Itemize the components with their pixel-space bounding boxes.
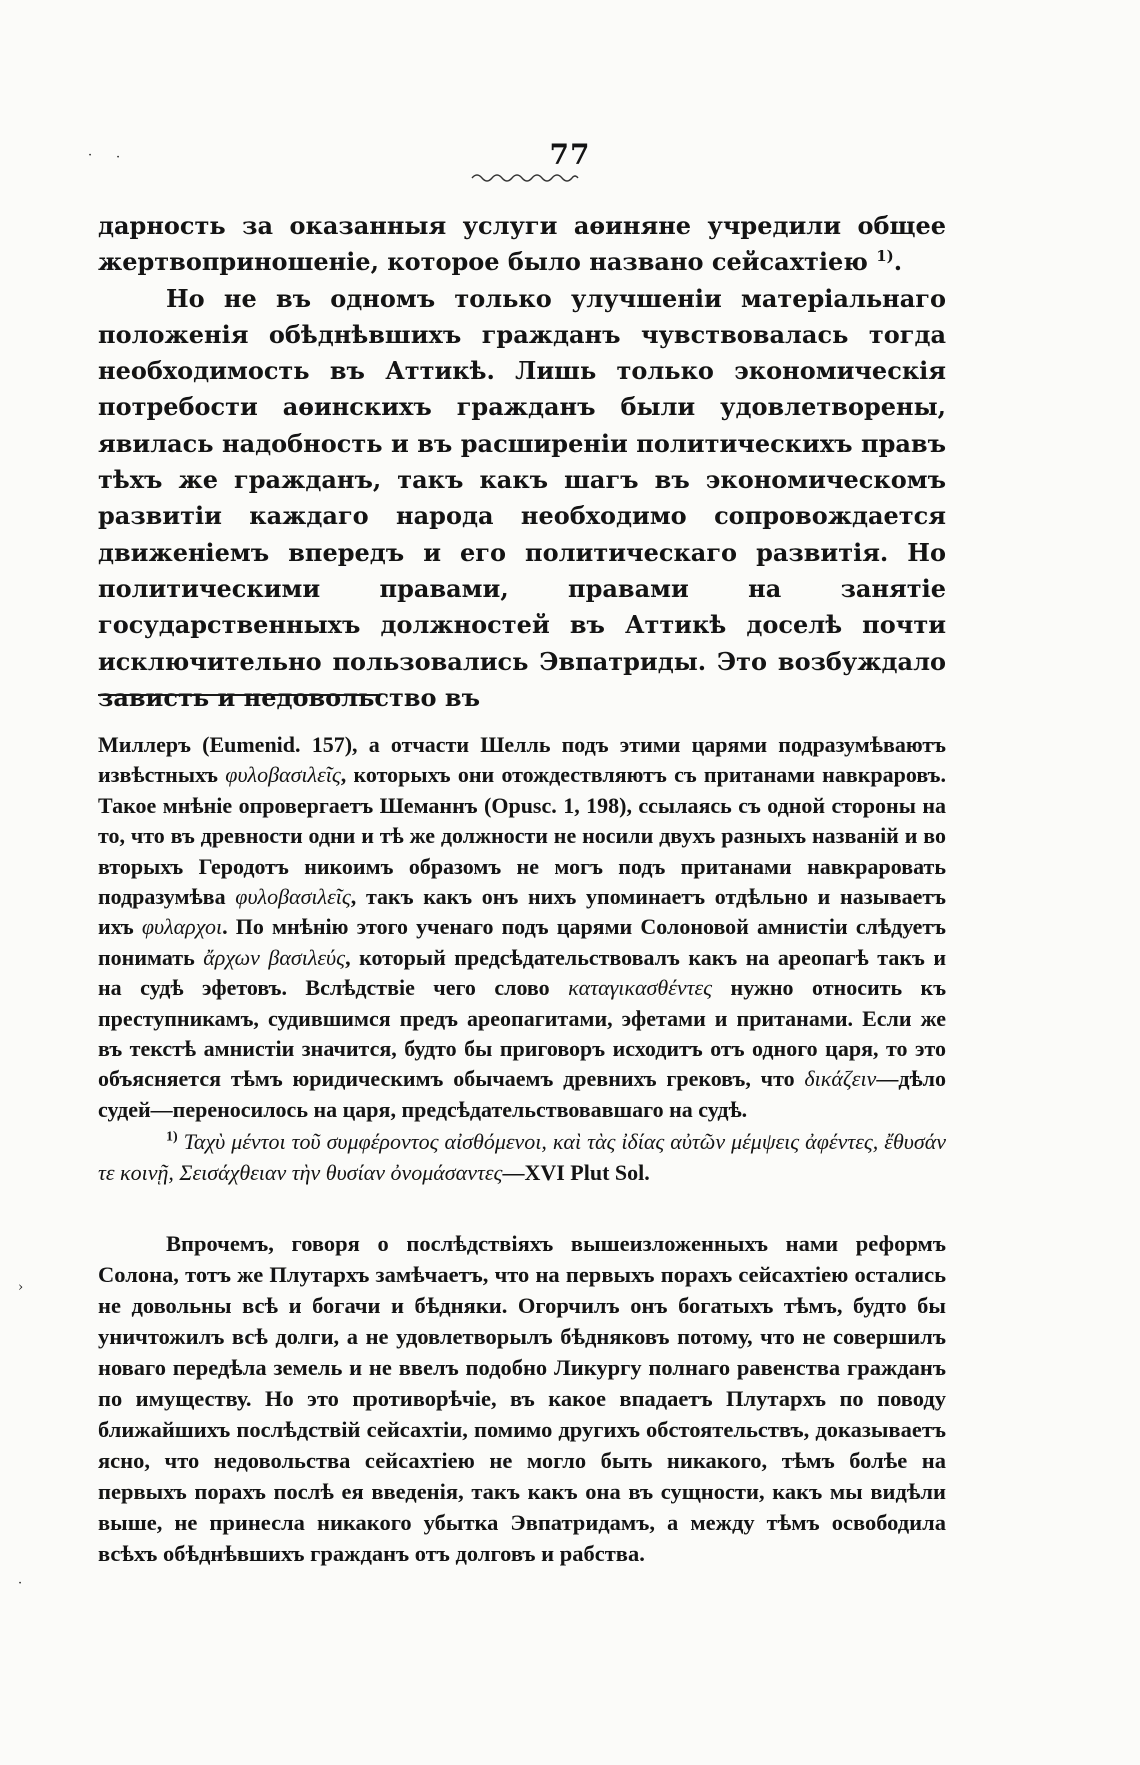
greek-term: ἄρχων βασιλεύς bbox=[203, 944, 346, 970]
greek-term: φυλοβασιλεῖς bbox=[225, 762, 341, 788]
margin-speck: · bbox=[116, 150, 121, 165]
footnote-mark: 1) bbox=[166, 1129, 178, 1145]
footnote-continued: Миллеръ (Eumenid. 157), а отчасти Шелль подъ этими царями подразумѣваютъ извѣстныхъ φυλοβασιλεῖς, которыхъ они отождествляютъ съ пританами навкраровъ. Такое мнѣніе опровергаетъ Шеманнъ (Opusc. 1, 198), ссылаясь съ одной стороны на то, что въ древности одни и тѣ же должности не носили двухъ разныхъ названій и во вторыхъ Геродотъ никоимъ образомъ не могъ подъ пританами навкраровать подразумѣва φυλοβασιλεῖς, такъ какъ онъ нихъ упоминаетъ отдѣльно и называетъ ихъ φυλαρχοι. По мнѣнію этого ученаго подъ царями Солоновой амнистіи слѣдуетъ понимать ἄρχων βασιλεύς, который предсѣдательствовалъ какъ на ареопагѣ такъ и на судѣ эфетовъ. Вслѣдствіе чего слово καταγικασθέντες нужно относить къ преступникамъ, судившимся предъ ареопагитами, эфетами и пританами. Если же въ текстѣ амнистіи значится, будто бы приговоръ исходитъ отъ одного царя, то это объясняется тѣмъ юридическимъ обычаемъ древнихъ грековъ, что δικάζειν—дѣло судей—переносилось на царя, предсѣдательствовавшаго на судѣ. bbox=[98, 732, 947, 1122]
margin-speck: · bbox=[88, 148, 93, 163]
footnotes bbox=[98, 730, 946, 1188]
main-paragraph-1: дарность за оказанныя услуги аѳиняне учредили общее жертвоприношеніе, которое было названо сейсахтіею $^{1)}$. bbox=[98, 211, 946, 277]
greek-term: φυλοβασιλεῖς bbox=[235, 884, 351, 910]
continued-text bbox=[98, 1228, 946, 1569]
page-number: 77 bbox=[549, 138, 591, 171]
footnote-separator bbox=[98, 694, 378, 696]
footnote-source: —XVI Plut Sol. bbox=[502, 1159, 650, 1185]
main-paragraph-2: Но не въ одномъ только улучшеніи матеріальнаго положенія обѣднѣвшихъ гражданъ чувствовалась тогда необходимость въ Аттикѣ. Лишь только экономическія потребости аѳинскихъ гражданъ были удовлетворены, явилась надобность и въ расширеніи политическихъ правъ тѣхъ же гражданъ, такъ какъ шагъ въ экономическомъ развитіи каждаго народа необходимо сопровождается движеніемъ впередъ и его политическаго развитія. Но политическими правами, правами на занятіе государственныхъ должностей въ Аттикѣ доселѣ почти исключительно пользовались Эвпатриды. Это возбуждало зависть и недовольство въ bbox=[98, 283, 946, 712]
greek-term: φυλαρχοι bbox=[141, 914, 223, 940]
footnote-ref: 1) bbox=[876, 247, 894, 266]
second-paragraph: Впрочемъ, говоря о послѣдствіяхъ вышеизложенныхъ нами реформъ Солона, тотъ же Плутархъ замѣчаетъ, что на первыхъ порахъ сейсахтіею остались не довольны всѣ и богачи и бѣдняки. Огорчилъ онъ богатыхъ тѣмъ, будто бы уничтожилъ всѣ долги, а не удовлетворылъ бѣдняковъ потому, что не совершилъ новаго передѣла земель и не ввелъ подобно Ликургу полнаго равенства гражданъ по имуществу. Но это противорѣчіе, въ какое впадаетъ Плутархъ по поводу ближайшихъ послѣдствій сейсахтіи, помимо другихъ обстоятельствъ, доказываетъ ясно, что недовольства сейсахтіею не могло быть никакого, тѣмъ болѣе на первыхъ порахъ послѣ ея введенія, такъ какъ она въ сущности, какъ мы видѣли выше, не принесла никакого убытка Эвпатридамъ, а между тѣмъ освободила всѣхъ обѣднѣвшихъ гражданъ отъ долговъ и рабства. bbox=[98, 1231, 946, 1566]
ornament-divider bbox=[470, 170, 580, 184]
margin-speck: · bbox=[18, 1576, 23, 1591]
greek-term: δικάζειν bbox=[804, 1066, 877, 1092]
greek-term: καταγικασθέντες bbox=[568, 975, 713, 1001]
margin-speck: › bbox=[18, 1280, 24, 1295]
footnote-1 bbox=[98, 1127, 946, 1188]
greek-quote: Ταχὺ μέντοι τοῦ συμφέροντος αἰσθόμενοι, καὶ τὰς ἰδίας αὐτῶν μέμψεις ἀφέντες, ἔθυσάν τε κοινῇ, Σεισάχθειαν τὴν θυσίαν ὀνομάσαντες bbox=[98, 1129, 947, 1185]
main-text bbox=[98, 208, 946, 716]
